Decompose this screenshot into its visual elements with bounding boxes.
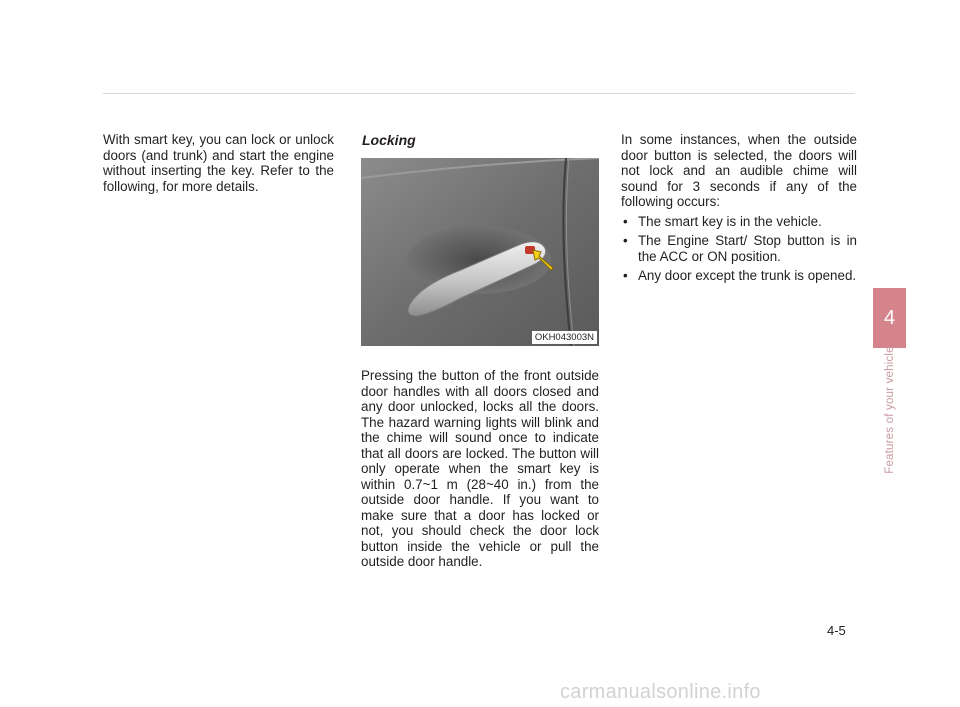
instances-section: [621, 132, 857, 284]
list-item: • Any door except the trunk is opened.: [621, 268, 857, 284]
intro-paragraph: With smart key, you can lock or unlock doors (and trunk) and start the engine without inserting the key. Refer to the following, for more details.: [103, 132, 334, 194]
header-rule: [103, 93, 855, 94]
instances-paragraph: In some instances, when the outside door button is selected, the doors will not lock and an audible chime will sound for 3 seconds if any of the following occurs:: [621, 132, 857, 209]
list-item: • The smart key is in the vehicle.: [621, 214, 857, 230]
chapter-tab: 4: [873, 288, 906, 348]
locking-paragraph: Pressing the button of the front outside door handles with all doors closed and any door unlocked, locks all the doors. The hazard warning lights will blink and the chime will sound once to indicate that all doors are locked. The button will only operate when the smart key is within 0.7~1 m (28~40 in.) from the outside door handle. If you want to make sure that a door has locked or not, you should check the door lock button inside the vehicle or pull the outside door handle.: [361, 368, 599, 569]
watermark: carmanualsonline.info: [560, 681, 761, 703]
conditions-list: [621, 214, 857, 284]
door-handle-figure: [361, 158, 599, 346]
figure-code: OKH043003N: [532, 331, 597, 344]
list-item: • The Engine Start/ Stop button is in the ACC or ON position.: [621, 233, 857, 264]
page-number: 4-5: [827, 623, 846, 638]
section-heading-locking: Locking: [362, 132, 416, 148]
door-handle-illustration: [361, 158, 599, 346]
chapter-label: Features of your vehicle: [884, 346, 896, 474]
